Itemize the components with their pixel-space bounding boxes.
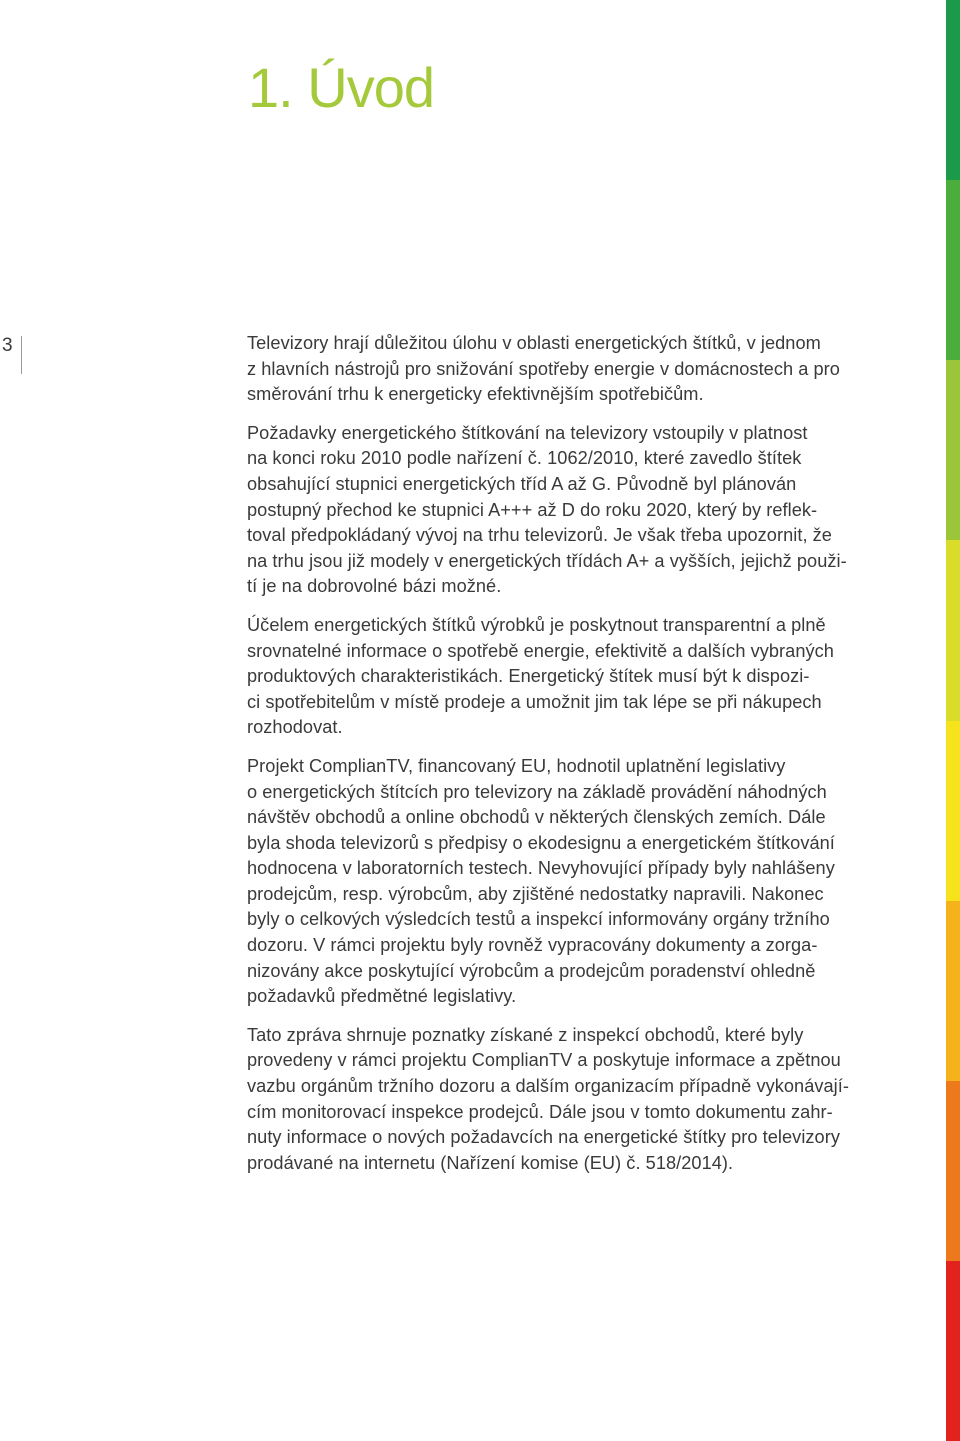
color-strip-segment — [946, 1261, 960, 1441]
text-line: prodejcům, resp. výrobcům, aby zjištěné nedostatky napravili. Nakonec — [247, 883, 824, 904]
text-line: nuty informace o nových požadavcích na energetické štítky pro televizory — [247, 1127, 840, 1148]
text-line: návštěv obchodů a online obchodů v některých členských zemích. Dále — [247, 807, 826, 828]
text-line: Účelem energetických štítků výrobků je poskytnout transparentní a plně — [247, 614, 826, 635]
text-line: na konci roku 2010 podle nařízení č. 1062/2010, které zavedlo štítek — [247, 448, 802, 469]
text-line: Požadavky energetického štítkování na televizory vstoupily v platnost — [247, 422, 808, 443]
color-strip-segment — [946, 360, 960, 540]
text-line: vazbu orgánům tržního dozoru a dalším organizacím případně vykonávají- — [247, 1076, 849, 1097]
text-line: tí je na dobrovolné bázi možné. — [247, 576, 502, 597]
text-line: byla shoda televizorů s předpisy o ekodesignu a energetickém štítkování — [247, 832, 835, 853]
text-line: z hlavních nástrojů pro snižování spotřeby energie v domácnostech a pro — [247, 358, 840, 379]
color-strip-segment — [946, 721, 960, 901]
text-line: provedeny v rámci projektu ComplianTV a poskytuje informace a zpětnou — [247, 1050, 841, 1071]
text-line: na trhu jsou již modely v energetických třídách A+ a vyšších, jejichž použi- — [247, 550, 847, 571]
text-line: nizovány akce poskytující výrobcům a prodejcům poradenství ohledně — [247, 960, 816, 981]
text-line: Projekt ComplianTV, financovaný EU, hodnotil uplatnění legislativy — [247, 755, 786, 776]
text-line: o energetických štítcích pro televizory na základě provádění náhodných — [247, 781, 827, 802]
color-strip-segment — [946, 1081, 960, 1261]
text-line: prodávané na internetu (Nařízení komise (EU) č. 518/2014). — [247, 1152, 734, 1173]
text-line: Televizory hrají důležitou úlohu v oblasti energetických štítků, v jednom — [247, 333, 821, 353]
color-strip-segment — [946, 540, 960, 721]
text-line: toval předpokládaný vývoj na trhu televizorů. Je však třeba upozornit, že — [247, 525, 832, 546]
text-line: směrování trhu k energeticky efektivnějším spotřebičům. — [247, 384, 704, 405]
paragraph-project — [247, 754, 895, 1010]
text-line: srovnatelné informace o spotřebě energie, efektivitě a dalších vybraných — [247, 640, 834, 661]
text-line: Tato zpráva shrnuje poznatky získané z inspekcí obchodů, které byly — [247, 1024, 804, 1045]
page-number: 3 — [2, 335, 13, 356]
paragraph-intro — [247, 331, 895, 408]
text-line: ci spotřebitelům v místě prodeje a umožnit jim tak lépe se při nákupech — [247, 691, 822, 712]
text-line: obsahující stupnici energetických tříd A až G. Původně byl plánován — [247, 473, 797, 494]
paragraph-purpose — [247, 613, 895, 741]
color-strip-segment — [946, 0, 960, 180]
text-line: dozoru. V rámci projektu byly rovněž vypracovány dokumenty a zorga- — [247, 935, 818, 956]
paragraph-report-summary — [247, 1023, 895, 1177]
color-strip-segment — [946, 180, 960, 360]
body-text — [247, 331, 895, 1189]
energy-scale-color-strip — [946, 0, 960, 1441]
text-line: rozhodovat. — [247, 717, 343, 738]
paragraph-requirements — [247, 421, 895, 600]
text-line: postupný přechod ke stupnici A+++ až D do roku 2020, který by reflek- — [247, 499, 818, 520]
text-line: cím monitorovací inspekce prodejců. Dále jsou v tomto dokumentu zahr- — [247, 1101, 833, 1122]
page-title: 1. Úvod — [248, 56, 434, 119]
text-line: hodnocena v laboratorních testech. Nevyhovující případy byly nahlášeny — [247, 858, 835, 879]
text-line: produktových charakteristikách. Energetický štítek musí být k dispozi- — [247, 666, 810, 687]
color-strip-segment — [946, 901, 960, 1081]
text-line: byly o celkových výsledcích testů a inspekcí informovány orgány tržního — [247, 909, 830, 930]
page-number-divider — [21, 336, 22, 374]
text-line: požadavků předmětné legislativy. — [247, 986, 517, 1007]
